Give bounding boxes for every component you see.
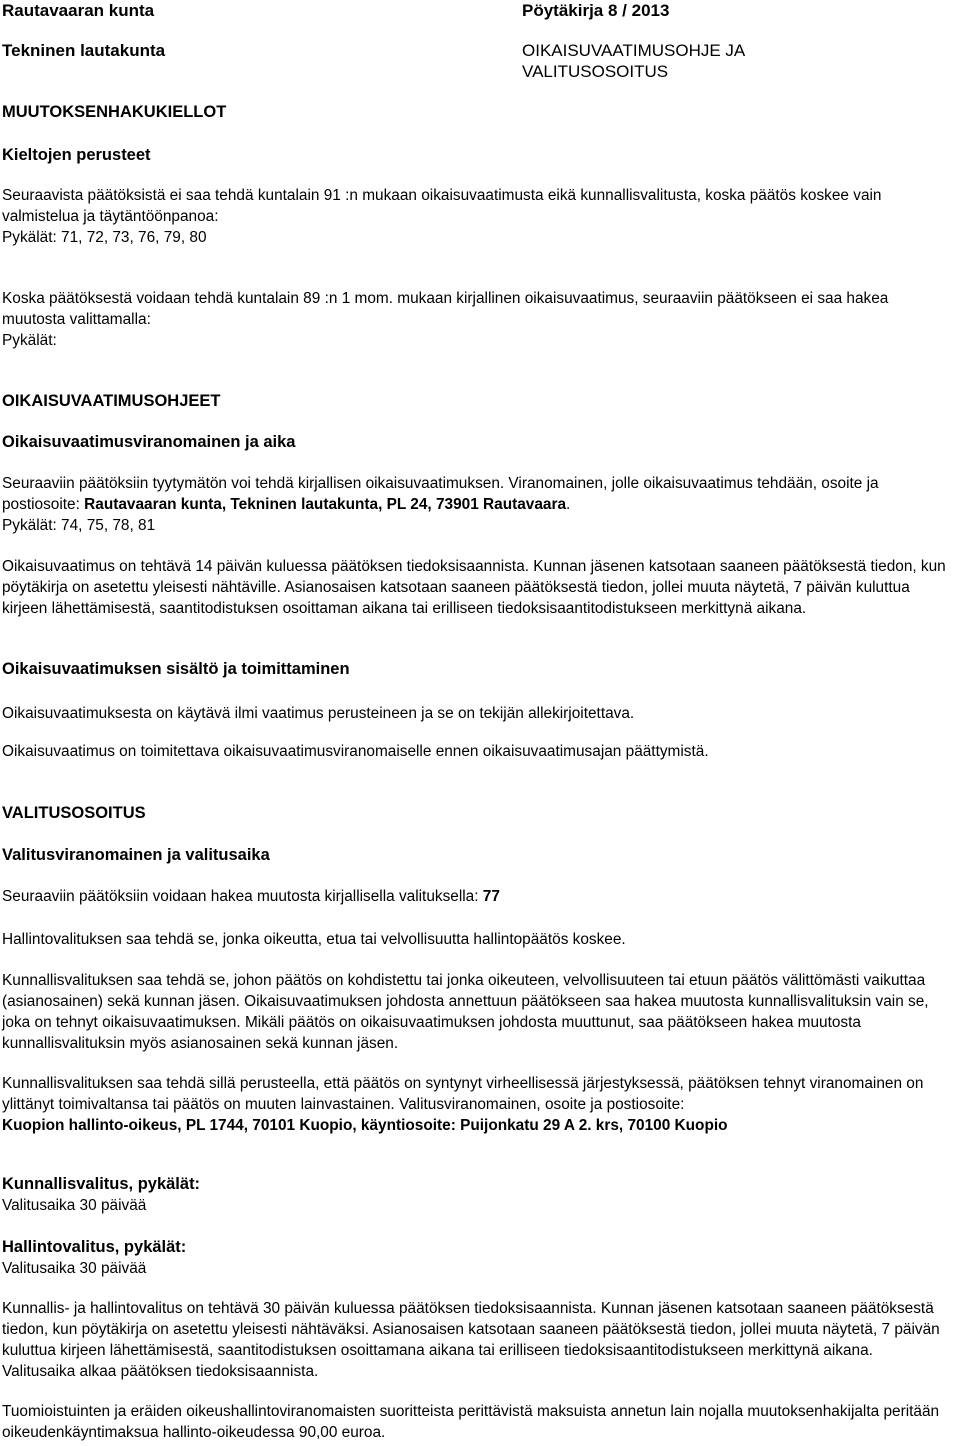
board-name: Tekninen lautakunta — [2, 41, 166, 60]
doc-title-line-1: OIKAISUVAATIMUSOHJE JA — [522, 41, 746, 60]
appeal-paragraph-1 — [2, 886, 948, 907]
sections-list: Pykälät: — [2, 332, 57, 349]
appeal-paragraph-4 — [2, 1073, 948, 1136]
prohibitions-heading: MUUTOKSENHAKUKIELLOT — [2, 103, 227, 121]
rectification-paragraph-3: Oikaisuvaatimuksesta on käytävä ilmi vaatimus perusteineen ja se on tekijän allekirjoitettava. — [2, 705, 635, 722]
prohibitions-paragraph-1 — [2, 185, 948, 248]
paragraph-text: Koska päätöksestä voidaan tehdä kuntalain 89 :n 1 mom. mukaan kirjallinen oikaisuvaatimus, seuraaviin päätökseen ei saa hakea muutosta valittamalla: — [2, 290, 889, 328]
appeal-paragraph-6: Tuomioistuinten ja eräiden oikeushallintoviranomaisten suoritteista perittävistä maksuista annetun lain nojalla muutoksenhakijalta peritään oikeudenkäyntimaksua hallinto-oikeudessa 90,00 euroa. — [2, 1403, 940, 1441]
appeal-authority-address: Kuopion hallinto-oikeus, PL 1744, 70101 Kuopio, käyntiosoite: Puijonkatu 29 A 2. krs, 70100 Kuopio — [2, 1117, 728, 1134]
paragraph-text: Seuraaviin päätöksiin voidaan hakea muutosta kirjallisella valituksella: — [2, 888, 483, 905]
paragraph-text: Kunnallisvalituksen saa tehdä sillä perusteella, että päätös on syntynyt virheellisessä järjestyksessä, päätöksen tehnyt viranomainen on ylittänyt toimivaltansa tai päätös on muuten lainvastainen. Valitusviranomainen, osoite ja postiosoite: — [2, 1075, 924, 1113]
minutes-number: Pöytäkirja 8 / 2013 — [522, 1, 670, 20]
sections-list: Pykälät: 74, 75, 78, 81 — [2, 517, 156, 534]
appeal-paragraph-5: Kunnallis- ja hallintovalitus on tehtävä 30 päivän kuluessa päätöksen tiedoksisaannista. Kunnan jäsenen katsotaan saaneen päätöksestä tiedon, kun pöytäkirja on asetettu yleisesti nähtäväksi. Asianosaisen katsotaan saaneen päätöksestä tiedon, jollei muuta näytetä, 7 päivän kuluttua kirjeen lähettämisestä, saantitodistuksen osoittamana aikana tai erilliseen tiedoksisaantitodistukseen merkittynä aikana. Valitusaika alkaa päätöksen tiedoksisaannista. — [2, 1300, 940, 1380]
appeal-paragraph-2: Hallintovalituksen saa tehdä se, jonka oikeutta, etua tai velvollisuutta hallintopäätös koskee. — [2, 931, 626, 948]
authority-address: Rautavaaran kunta, Tekninen lautakunta, PL 24, 73901 Rautavaara — [84, 496, 567, 513]
admin-appeal-label: Hallintovalitus, pykälät: — [2, 1238, 187, 1256]
rectification-subheading: Oikaisuvaatimusviranomainen ja aika — [2, 433, 296, 451]
rectification-paragraph-2: Oikaisuvaatimus on tehtävä 14 päivän kuluessa päätöksen tiedoksisaannista. Kunnan jäsenen katsotaan saaneen päätöksestä tiedon, kun pöytäkirja on asetettu yleisesti nähtäville. Asianosaisen katsotaan saaneen päätöksestä tiedon, jollei muuta näytetä, 7 päivän kuluttua kirjeen lähettämisestä, saantitodistuksen osoittaman aikana tai erilliseen tiedoksisaantitodistukseen merkittynä aikana. — [2, 558, 946, 617]
municipal-appeal-label: Kunnallisvalitus, pykälät: — [2, 1175, 201, 1193]
municipal-appeal-block — [2, 1174, 948, 1216]
rectification-paragraph-4: Oikaisuvaatimus on toimitettava oikaisuvaatimusviranomaiselle ennen oikaisuvaatimusajan päättymistä. — [2, 743, 709, 760]
appeal-subheading: Valitusviranomainen ja valitusaika — [2, 846, 270, 864]
admin-appeal-block — [2, 1237, 948, 1279]
rectification-heading: OIKAISUVAATIMUSOHJEET — [2, 392, 221, 410]
doc-title-line-2: VALITUSOSOITUS — [522, 62, 669, 81]
admin-appeal-time: Valitusaika 30 päivää — [2, 1260, 147, 1277]
municipality-name: Rautavaaran kunta — [2, 1, 155, 20]
sentence-end: . — [566, 496, 571, 513]
appeal-heading: VALITUSOSOITUS — [2, 804, 146, 822]
prohibitions-paragraph-2 — [2, 288, 948, 351]
paragraph-text: Seuraaviin päätöksiin tyytymätön voi tehdä kirjallisen oikaisuvaatimuksen. Viranomainen, jolle oikaisuvaatimus tehdään, osoite ja postiosoite: — [2, 475, 879, 513]
sections-list: Pykälät: 71, 72, 73, 76, 79, 80 — [2, 229, 207, 246]
sections-list: 77 — [482, 888, 500, 905]
appeal-paragraph-3: Kunnallisvalituksen saa tehdä se, johon päätös on kohdistettu tai jonka oikeuteen, velvollisuuteen tai etuun päätös välittömästi vaikuttaa (asianosainen) sekä kunnan jäsen. Oikaisuvaatimuksen johdosta annettuun päätökseen saa hakea muutosta kunnallisvalituksin vain se, joka on tehnyt oikaisuvaatimuksen. Mikäli päätös on oikaisuvaatimuksen johdosta muuttunut, saa päätökseen hakea muutosta kunnallisvalituksin myös asianosainen sekä kunnan jäsen. — [2, 972, 929, 1052]
rectification-paragraph-1 — [2, 473, 948, 536]
prohibitions-subheading: Kieltojen perusteet — [2, 146, 151, 164]
rectification-subheading-2: Oikaisuvaatimuksen sisältö ja toimittaminen — [2, 660, 350, 678]
municipal-appeal-time: Valitusaika 30 päivää — [2, 1197, 147, 1214]
paragraph-text: Seuraavista päätöksistä ei saa tehdä kuntalain 91 :n mukaan oikaisuvaatimusta eikä kunnallisvalitusta, koska päätös koskee vain valmistelua ja täytäntöönpanoa: — [2, 187, 882, 225]
